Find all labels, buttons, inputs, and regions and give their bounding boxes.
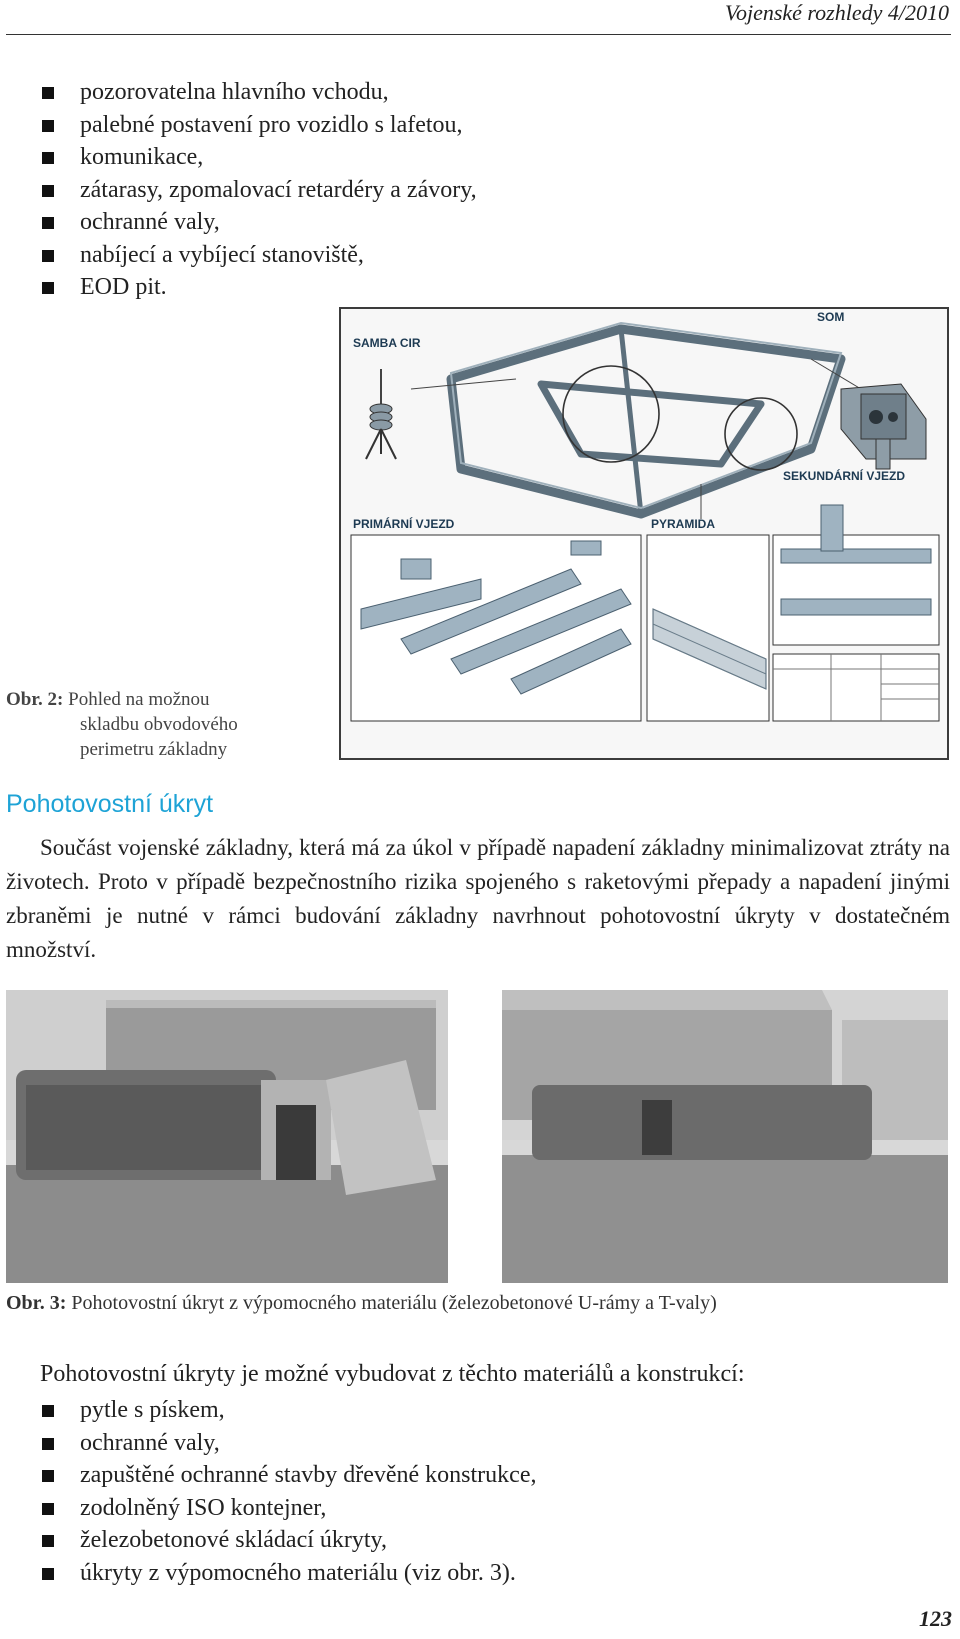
bullet-square-icon: [42, 1535, 54, 1547]
list-item: železobetonové skládací úkryty,: [40, 1524, 536, 1557]
figure3-caption: [6, 1292, 717, 1315]
list-item: ochranné valy,: [40, 1427, 536, 1460]
bullet-square-icon: [42, 1405, 54, 1417]
bullet-square-icon: [42, 152, 54, 164]
section-paragraph: Součást vojenské základny, která má za úkol v případě napadení základny minimalizovat ztráty na životech. Proto v případě bezpečnostního rizika spojeného s raketovými přepady a napadení jinými zbraněmi je nutné v rámci budování základny navrhnout pohotovostní úkryty v dostatečném množství.: [6, 835, 950, 962]
bullet-square-icon: [42, 87, 54, 99]
perimeter-diagram-figure: [339, 307, 949, 760]
label-som: SOM: [817, 310, 845, 324]
section-heading: Pohotovostní úkryt: [6, 790, 214, 818]
bullet-list-top: [40, 76, 477, 304]
list-item: komunikace,: [40, 141, 477, 174]
figure2-caption-line1: Pohled na možnou: [68, 689, 210, 710]
list-item: pytle s pískem,: [40, 1394, 536, 1427]
list-item: nabíjecí a vybíjecí stanoviště,: [40, 239, 477, 272]
label-secondary-entry: SEKUNDÁRNÍ VJEZD: [783, 469, 906, 483]
shelter-photo-right: [502, 990, 948, 1283]
list-item: úkryty z výpomocného materiálu (viz obr. 3).: [40, 1557, 536, 1590]
bullet-square-icon: [42, 1438, 54, 1450]
label-pyramid: PYRAMIDA: [651, 517, 716, 531]
bullet-list-bottom: [40, 1394, 536, 1589]
perimeter-diagram: [341, 309, 947, 758]
figure2-caption: [6, 687, 296, 762]
list-item: ochranné valy,: [40, 206, 477, 239]
bullet-square-icon: [42, 120, 54, 132]
figure3-caption-label: Obr. 3:: [6, 1292, 67, 1314]
bullet-square-icon: [42, 282, 54, 294]
list-item: zapuštěné ochranné stavby dřevěné konstrukce,: [40, 1459, 536, 1492]
list-item: zodolněný ISO kontejner,: [40, 1492, 536, 1525]
title-block: [773, 654, 939, 721]
journal-title: Vojenské rozhledy 4/2010: [724, 0, 949, 25]
bullet-square-icon: [42, 250, 54, 262]
bullet-square-icon: [42, 1503, 54, 1515]
page-header: [6, 0, 951, 35]
list-item: palebné postavení pro vozidlo s lafetou,: [40, 109, 477, 142]
page-number: 123: [919, 1606, 952, 1631]
bullet-square-icon: [42, 1470, 54, 1482]
figure2-caption-line2: skladbu obvodového: [80, 714, 238, 735]
label-primary-entry: PRIMÁRNÍ VJEZD: [353, 517, 455, 531]
figure2-caption-label: Obr. 2:: [6, 689, 64, 710]
bullet-square-icon: [42, 217, 54, 229]
list-item: zátarasy, zpomalovací retardéry a závory,: [40, 174, 477, 207]
list2-lead: Pohotovostní úkryty je možné vybudovat z těchto materiálů a konstrukcí:: [40, 1361, 745, 1387]
list-item: pozorovatelna hlavního vchodu,: [40, 76, 477, 109]
figure3-caption-text: Pohotovostní úkryt z výpomocného materiálu (železobetonové U-rámy a T-valy): [71, 1292, 717, 1314]
bullet-square-icon: [42, 1568, 54, 1580]
shelter-photo-left: [6, 990, 448, 1283]
figure2-caption-line3: perimetru základny: [80, 739, 228, 760]
bullet-square-icon: [42, 185, 54, 197]
label-samba-cir: SAMBA CIR: [353, 336, 421, 350]
list-item: EOD pit.: [40, 271, 477, 304]
